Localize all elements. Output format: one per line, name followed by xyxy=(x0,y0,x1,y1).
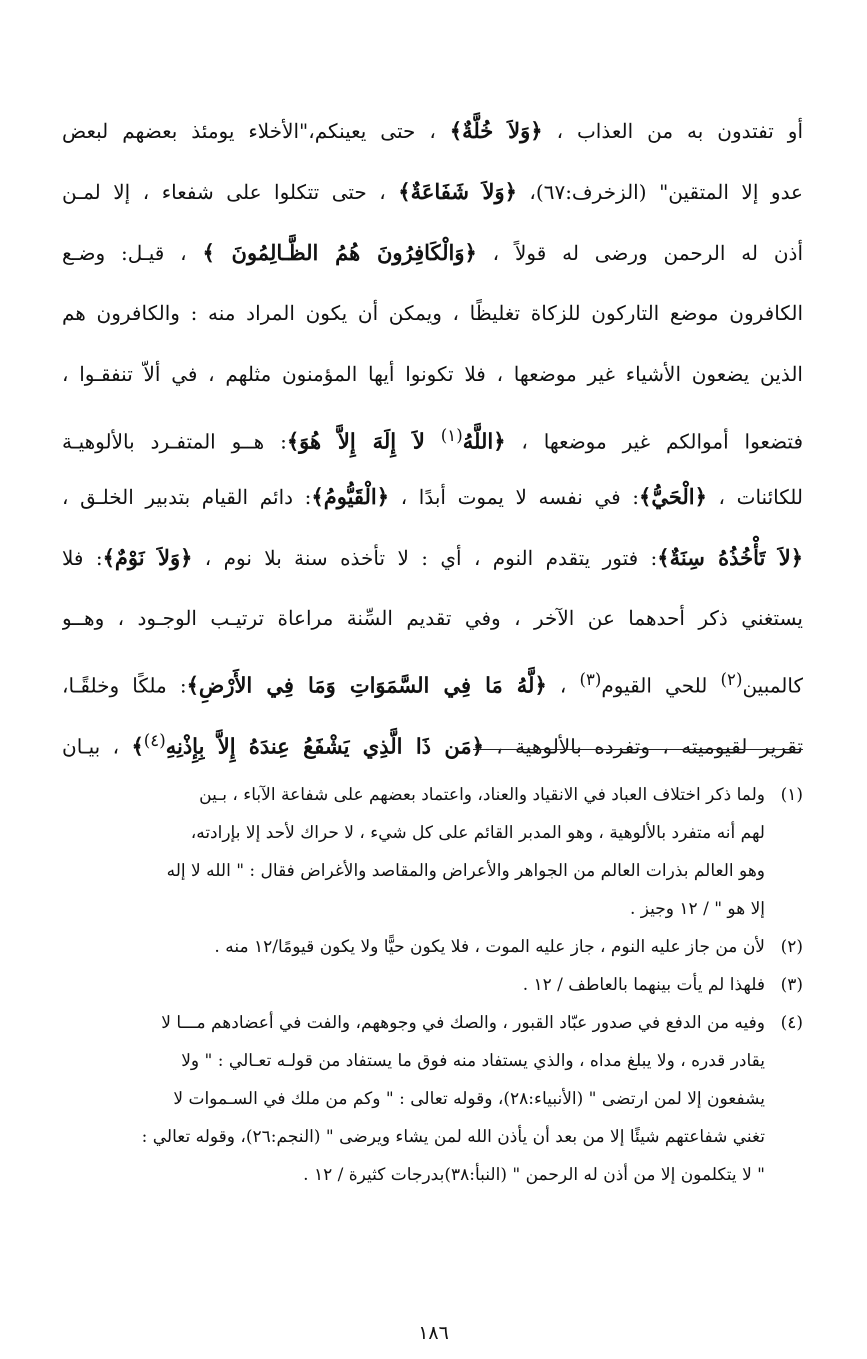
main-text xyxy=(62,100,803,771)
footnote-text: يقادر قدره ، ولا يبلغ مداه ، والذي يستفاد منه فوق ما يستفاد من قولـه تعـالي : " ولا xyxy=(181,1051,765,1071)
body-text-segment: ، بيـان xyxy=(62,734,132,759)
footnote-ref: (٤) xyxy=(143,731,166,750)
footnote-line xyxy=(62,1118,803,1156)
footnote-text: ولما ذكر اختلاف العباد في الانقياد والعناد، واعتماد بعضهم على شفاعة الآباء ، بـين xyxy=(199,785,765,805)
footnote-ref: (١) xyxy=(440,426,463,445)
body-text-segment: : فلا xyxy=(62,546,103,570)
body-line xyxy=(62,100,803,161)
footnote-number: (٣) xyxy=(780,975,803,995)
quran-verse: ﴿وَلاَ خُلَّةٌ﴾ xyxy=(449,118,543,143)
body-text-segment: ، xyxy=(546,673,580,698)
footnote-number: (١) xyxy=(780,785,803,805)
footnote-text: لهم أنه متفرد بالألوهية ، وهو المدبر القائم على كل شيء ، لا حراك لأحد إلا بإرادته، xyxy=(190,823,765,843)
quran-verse: ﴿وَالْكَافِرُونَ هُمُ الظَّـالِمُونَ ﴾ xyxy=(202,240,477,265)
footnote-separator xyxy=(473,749,803,750)
quran-verse: ﴿مَن ذَا الَّذِي يَشْفَعُ عِندَهُ إِلاَّ بِإِذْنِهِ xyxy=(165,733,484,759)
footnote-line xyxy=(62,1042,803,1080)
quran-verse: لاَ إِلَهَ إِلاَّ هُوَ﴾ xyxy=(286,428,425,454)
footnote-line xyxy=(62,814,803,852)
footnote-text: فلهذا لم يأت بينهما بالعاطف / ١٢ . xyxy=(522,975,765,995)
body-line xyxy=(62,710,803,771)
footnote-line xyxy=(62,1156,803,1194)
body-line xyxy=(62,405,803,466)
footnote-line xyxy=(62,1080,803,1118)
footnote-text: " لا يتكلمون إلا من أذن له الرحمن " (النبأ:٣٨)بدرجات كثيرة / ١٢ . xyxy=(303,1165,765,1185)
body-text-segment: ، حتى يعينكم،"الأخلاء يومئذ بعضهم لبعض xyxy=(62,119,450,143)
body-line xyxy=(62,588,803,649)
footnote xyxy=(62,776,803,928)
footnote-text: وفيه من الدفع في صدور عبّاد القبور ، والصك في وجوههم، والفت في أعضادهم مـــا لا xyxy=(161,1013,765,1033)
body-text-segment: : في نفسه لا يموت أبدًا ، xyxy=(389,485,640,509)
footnote-line xyxy=(62,776,803,814)
quran-verse: ﴾ xyxy=(131,733,144,759)
body-text-segment: الذين يضعون الأشياء غير موضعها ، فلا تكونوا أيها المؤمنون مثلهم ، في ألاّ تنفقـوا ، xyxy=(62,362,803,386)
quran-verse: ﴿اللَّهُ xyxy=(462,428,506,454)
footnote-ref: (٣) xyxy=(579,670,602,689)
body-text-segment: : هــو المتفـرد بالألوهيـة xyxy=(62,429,287,454)
body-line xyxy=(62,161,803,222)
footnote-text: لأن من جاز عليه النوم ، جاز عليه الموت ، فلا يكون حيًّا ولا يكون قيومًا/١٢ منه . xyxy=(214,937,765,957)
body-line xyxy=(62,527,803,588)
footnote-line xyxy=(62,1004,803,1042)
body-line xyxy=(62,222,803,283)
body-text-segment: للحي القيوم xyxy=(601,673,721,698)
body-text-segment: فتضعوا أموالكم غير موضعها ، xyxy=(505,429,803,454)
body-text-segment: أو تفتدون به من العذاب ، xyxy=(542,119,803,143)
footnote-text: إلا هو " / ١٢ وجيز . xyxy=(629,899,765,919)
quran-verse: ﴿لَّهُ مَا فِي السَّمَوَاتِ وَمَا فِي الأَرْضِ﴾ xyxy=(186,672,547,698)
quran-verse: ﴿الْحَيُّ﴾ xyxy=(639,484,707,509)
footnote-line xyxy=(62,928,803,966)
body-text-segment: كالمبين xyxy=(742,673,803,698)
footnote-number: (٤) xyxy=(780,1013,803,1033)
footnote-number: (٢) xyxy=(780,937,803,957)
body-text-segment: ، حتى تتكلوا على شفعاء ، إلا لمـن xyxy=(62,180,399,204)
quran-verse: ﴿الْقَيُّومُ﴾ xyxy=(311,484,390,509)
quran-verse: ﴿وَلاَ نَوْمٌ﴾ xyxy=(102,545,193,570)
body-text-segment xyxy=(425,430,441,454)
footnote-line xyxy=(62,890,803,928)
footnote xyxy=(62,928,803,966)
footnote xyxy=(62,1004,803,1194)
body-text-segment: : دائم القيام بتدبير الخلـق ، xyxy=(62,485,312,509)
quran-verse: ﴿وَلاَ شَفَاعَةٌ﴾ xyxy=(398,179,517,204)
footnote-text: تغني شفاعتهم شيئًا إلا من بعد أن يأذن الله لمن يشاء ويرضى " (النجم:٢٦)، وقوله تعالي : xyxy=(141,1127,765,1147)
body-text-segment: : ملكًا وخلقًـا، xyxy=(62,673,187,698)
body-line xyxy=(62,283,803,344)
body-line xyxy=(62,466,803,527)
body-text-segment: : فتور يتقدم النوم ، أي : لا تأخذه سنة بلا نوم ، xyxy=(192,546,658,570)
footnote xyxy=(62,966,803,1004)
footnote-line xyxy=(62,966,803,1004)
body-text-segment: يستغني ذكر أحدهما عن الآخر ، وفي تقديم السِّنة مراعاة ترتيـب الوجـود ، وهــو xyxy=(62,606,803,630)
body-text-segment: أذن له الرحمن ورضى له قولاً ، xyxy=(476,241,803,265)
footnote-ref: (٢) xyxy=(720,670,743,689)
footnote-text: يشفعون إلا لمن ارتضى " (الأنبياء:٢٨)، وقوله تعالى : " وكم من ملك في السـموات لا xyxy=(173,1089,765,1109)
page-number: ١٨٦ xyxy=(418,1322,449,1344)
body-text-segment: للكائنات ، xyxy=(706,485,803,509)
quran-verse: ﴿لاَ تَأْخُذُهُ سِنَةٌ﴾ xyxy=(657,545,803,570)
body-text-segment: ، قيـل: وضـع xyxy=(62,241,203,265)
body-line xyxy=(62,649,803,710)
footnotes xyxy=(62,776,803,1194)
footnote-text: وهو العالم بذرات العالم من الجواهر والأعراض والمقاصد والأغراض فقال : " الله لا إله xyxy=(166,861,765,881)
body-text-segment: الكافرون موضع التاركون للزكاة تغليظًا ، ويمكن أن يكون المراد منه : والكافرون هم xyxy=(62,301,803,325)
body-text-segment: تقرير لقيوميته ، وتفرده بالألوهية ، xyxy=(483,734,803,759)
footnote-line xyxy=(62,852,803,890)
body-text-segment: عدو إلا المتقين" (الزخرف:٦٧)، xyxy=(516,180,803,204)
body-line xyxy=(62,344,803,405)
